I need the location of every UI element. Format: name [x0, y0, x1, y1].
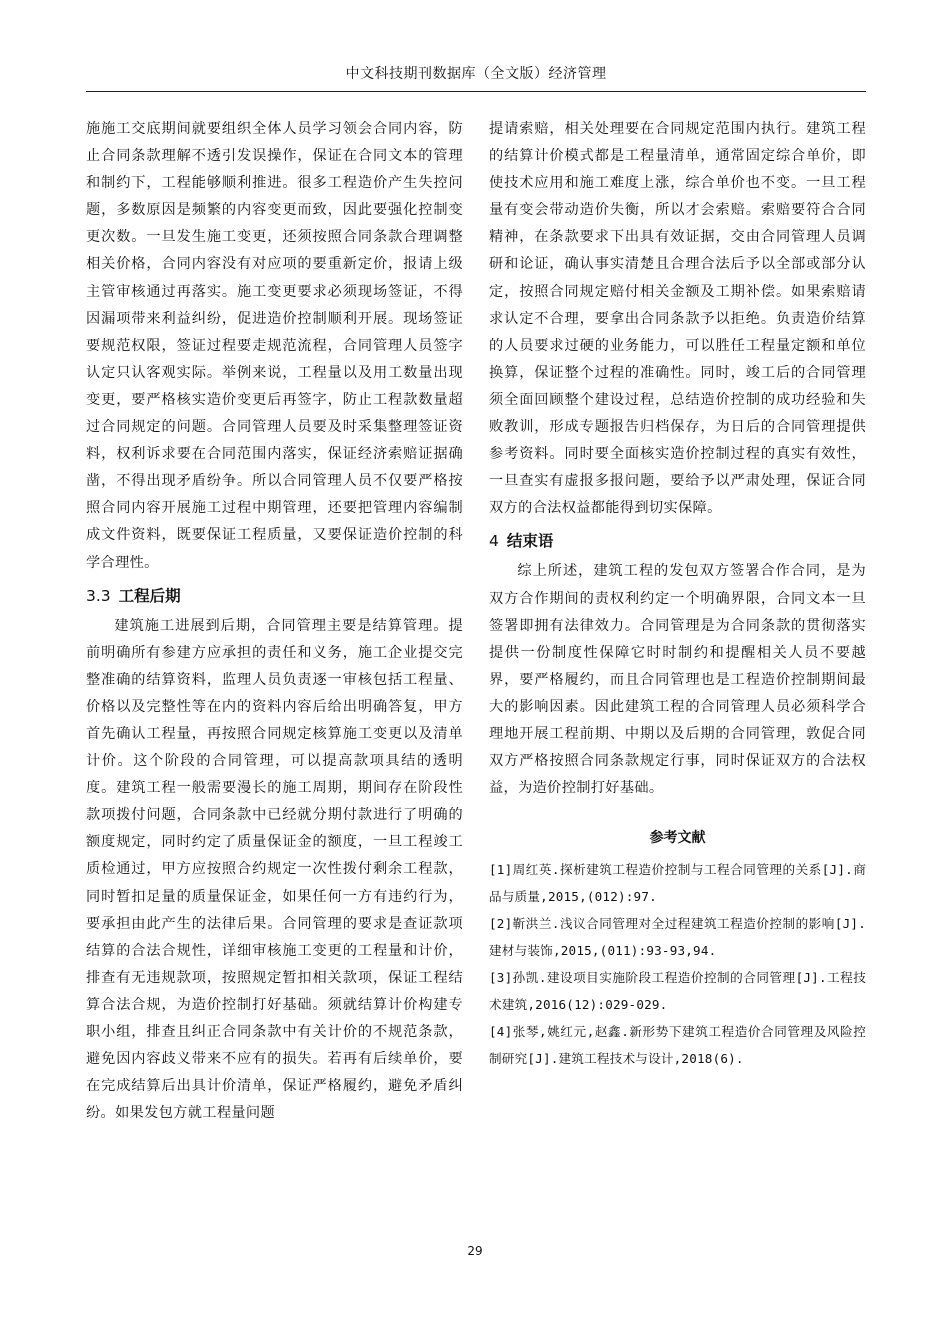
section-title: 结束语 — [506, 532, 554, 551]
right-column — [489, 116, 866, 1072]
section-title: 工程后期 — [118, 586, 181, 605]
section-number: 4 — [489, 532, 499, 551]
journal-header: 中文科技期刊数据库（全文版）经济管理 — [345, 66, 607, 82]
right-paragraph-2: 综上所述，建筑工程的发包双方签署合作合同，是为双方合作期间的责权利约定一个明确界限，合同文本一旦签署即拥有法律效力。合同管理是为合同条款的贯彻落实提供一份制度性保障它时时制约和提醒相关人员不要越界，要严格履约，而且合同管理也是工程造价控制期间最大的影响因素。因此建筑工程的合同管理人员必须科学合理地开展工程前期、中期以及后期的合同管理，敦促合同双方严格按照合同条款规定行事，同时保证双方的合法权益，为造价控制打好基础。 — [489, 563, 866, 797]
reference-item: [4]张琴,姚红元,赵鑫.新形势下建筑工程造价合同管理及风险控制研究[J].建筑工程技术与设计,2018(6). — [489, 1024, 866, 1067]
section-heading-4 — [489, 528, 866, 555]
reference-item: [1]周红英.探析建筑工程造价控制与工程合同管理的关系[J].商品与质量,2015,(012):97. — [489, 862, 866, 905]
left-paragraph-2: 建筑施工进展到后期，合同管理主要是结算管理。提前明确所有参建方应承担的责任和义务，施工企业提交完整准确的结算资料，监理人员负责逐一审核包括工程量、价格以及完整性等在内的资料内容后给出明确答复，甲方首先确认工程量，再按照合同规定核算施工变更以及清单计价。这个阶段的合同管理，可以提高款项具结的透明度。建筑工程一般需要漫长的施工周期，期间存在阶段性款项拨付问题，合同条款中已经就分期付款进行了明确的额度规定，同时约定了质量保证金的额度，一旦工程竣工质检通过，甲方应按照合约规定一次性拨付剩余工程款，同时暂扣足量的质量保证金，如果任何一方有违约行为，要承担由此产生的法律后果。合同管理的要求是查证款项结算的合法合规性，详细审核施工变更的工程量和计价，排查有无违规款项，按照规定暂扣相关款项，保证工程结算合法合规，为造价控制打好基础。须就结算计价构建专职小组，排查且纠正合同条款中有关计价的不规范条款，避免因内容歧义带来不应有的损失。若再有后续单价，要在完成结算后出具计价清单，保证严格履约，避免矛盾纠纷。如果发包方就工程量问题 — [86, 617, 463, 1122]
references-title: 参考文献 — [649, 830, 706, 847]
right-paragraph-1: 提请索赔，相关处理要在合同规定范围内执行。建筑工程的结算计价模式都是工程量清单，通常固定综合单价，即使技术应用和施工难度上涨，综合单价也不变。一旦工程量有变会带动造价失衡，所以才会索赔。索赔要符合合同精神，在条款要求下出具有效证据，交由合同管理人员调研和论证，确认事实清楚且合理合法后予以全部或部分认定，按照合同规定赔付相关金额及工期补偿。如果索赔请求认定不合理，要拿出合同条款予以拒绝。负责造价结算的人员要求过硬的业务能力，可以胜任工程量定额和单位换算，保证整个过程的准确性。同时，竣工后的合同管理须全面回顾整个建设过程，总结造价控制的成功经验和失败教训，形成专题报告归档保存，为日后的合同管理提供参考资料。同时要全面核实造价控制过程的真实有效性，一旦查实有虚报多报问题，要给予以严肃处理，保证合同双方的合法权益都能得到切实保障。 — [489, 121, 866, 517]
page-number: 29 — [467, 1244, 483, 1258]
reference-item: [3]孙凯.建设项目实施阶段工程造价控制的合同管理[J].工程技术建筑,2016(12):029-029. — [489, 970, 866, 1013]
reference-item: [2]靳洪兰.浅议合同管理对全过程建筑工程造价控制的影响[J].建材与装饰,2015,(011):93-93,94. — [489, 916, 866, 959]
section-heading-3-3 — [86, 583, 463, 610]
left-paragraph-1: 施施工交底期间就要组织全体人员学习领会合同内容，防止合同条款理解不透引发误操作，保证在合同文本的管理和制约下，工程能够顺利推进。很多工程造价产生失控问题，多数原因是频繁的内容变更而致，因此要强化控制变更次数。一旦发生施工变更，还须按照合同条款合理调整相关价格，合同内容没有对应项的要重新定价，报请上级主管审核通过再落实。施工变更要求必须现场签证，不得因漏项带来利益纠纷，促进造价控制顺利开展。现场签证要规范权限，签证过程要走规范流程，合同管理人员签字认定只认客观实际。举例来说，工程量以及用工数量出现变更，要严格核实造价变更后再签字，防止工程款数量超过合同规定的问题。合同管理人员要及时采集整理签证资料，权利诉求要在合同范围内落实，保证经济索赔证据确凿，不得出现矛盾纷争。所以合同管理人员不仅要严格按照合同内容开展施工过程中期管理，还要把管理内容编制成文件资料，既要保证工程质量，又要保证造价控制的科学合理性。 — [86, 121, 463, 571]
section-number: 3.3 — [86, 586, 111, 605]
header-rule — [86, 91, 866, 92]
left-column — [86, 116, 463, 1127]
